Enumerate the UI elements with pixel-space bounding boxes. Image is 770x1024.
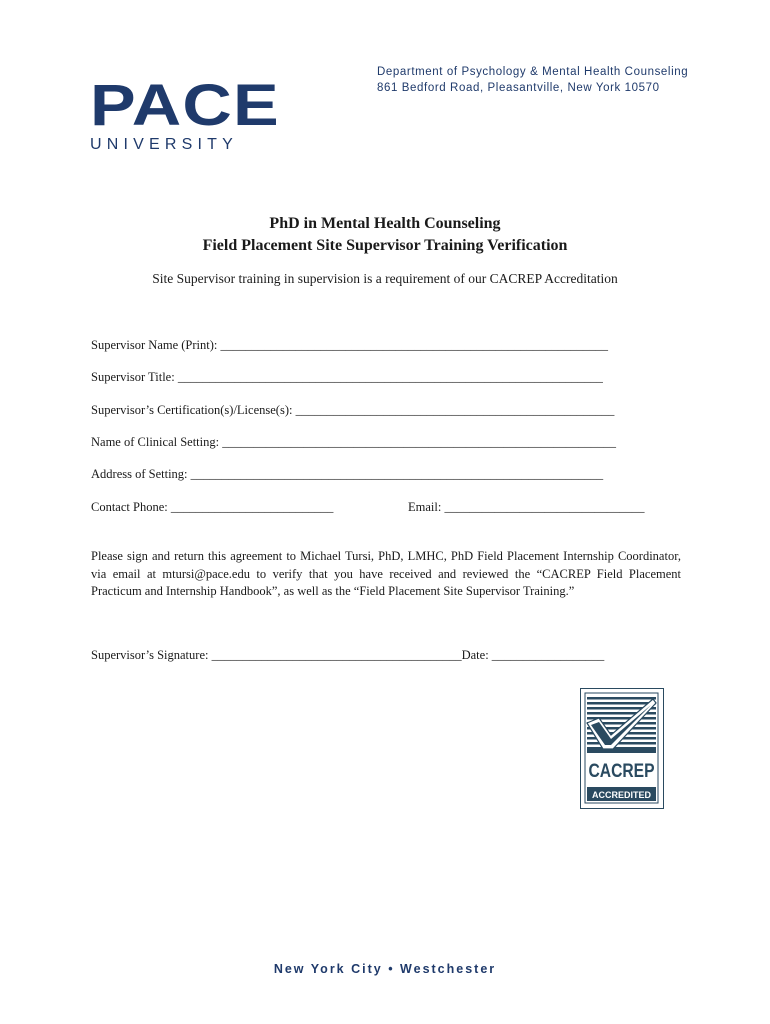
certification-field[interactable]: Supervisor’s Certification(s)/License(s): ___________________________________________________ (91, 403, 615, 417)
address-field[interactable]: Address of Setting: __________________________________________________________________ (91, 467, 604, 481)
department-name: Department of Psychology & Mental Health Counseling (377, 66, 689, 78)
contact-phone-field[interactable]: Contact Phone: __________________________ (91, 500, 334, 514)
signature-date-field[interactable]: Supervisor’s Signature: ________________________________________Date: __________________ (91, 648, 605, 662)
supervisor-name-field[interactable]: Supervisor Name (Print): ______________________________________________________________ (91, 338, 608, 352)
department-address: 861 Bedford Road, Pleasantville, New York 10570 (377, 82, 660, 94)
instructions-paragraph: Please sign and return this agreement to Michael Tursi, PhD, LMHC, PhD Field Placement Internship Coordinator, via email at mtursi@pace.edu to verify that you have received and reviewed the “CACREP Field Placement Practicum and Internship Handbook”, as well as the “Field Placement Site Supervisor Training.” (91, 549, 681, 598)
logo-subtitle: UNIVERSITY (90, 136, 239, 153)
department-header (377, 64, 688, 96)
cacrep-badge (580, 688, 664, 809)
footer-locations: New York City • Westchester (273, 962, 497, 976)
logo-wordmark: PACE (90, 73, 280, 138)
document-subtitle: Site Supervisor training in supervision is a requirement of our CACREP Accreditation (152, 271, 618, 286)
document-title (0, 213, 770, 257)
badge-name: CACREP (588, 761, 655, 782)
title-line-1: PhD in Mental Health Counseling (269, 215, 501, 232)
title-line-2: Field Placement Site Supervisor Training Verification (202, 237, 568, 254)
checkmark-icon (581, 689, 662, 807)
clinical-setting-field[interactable]: Name of Clinical Setting: _______________________________________________________________ (91, 435, 616, 449)
supervisor-title-field[interactable]: Supervisor Title: ____________________________________________________________________ (91, 370, 603, 384)
badge-status: ACCREDITED (591, 790, 652, 800)
pace-university-logo (90, 73, 280, 154)
email-field[interactable]: Email: ________________________________ (408, 500, 645, 514)
